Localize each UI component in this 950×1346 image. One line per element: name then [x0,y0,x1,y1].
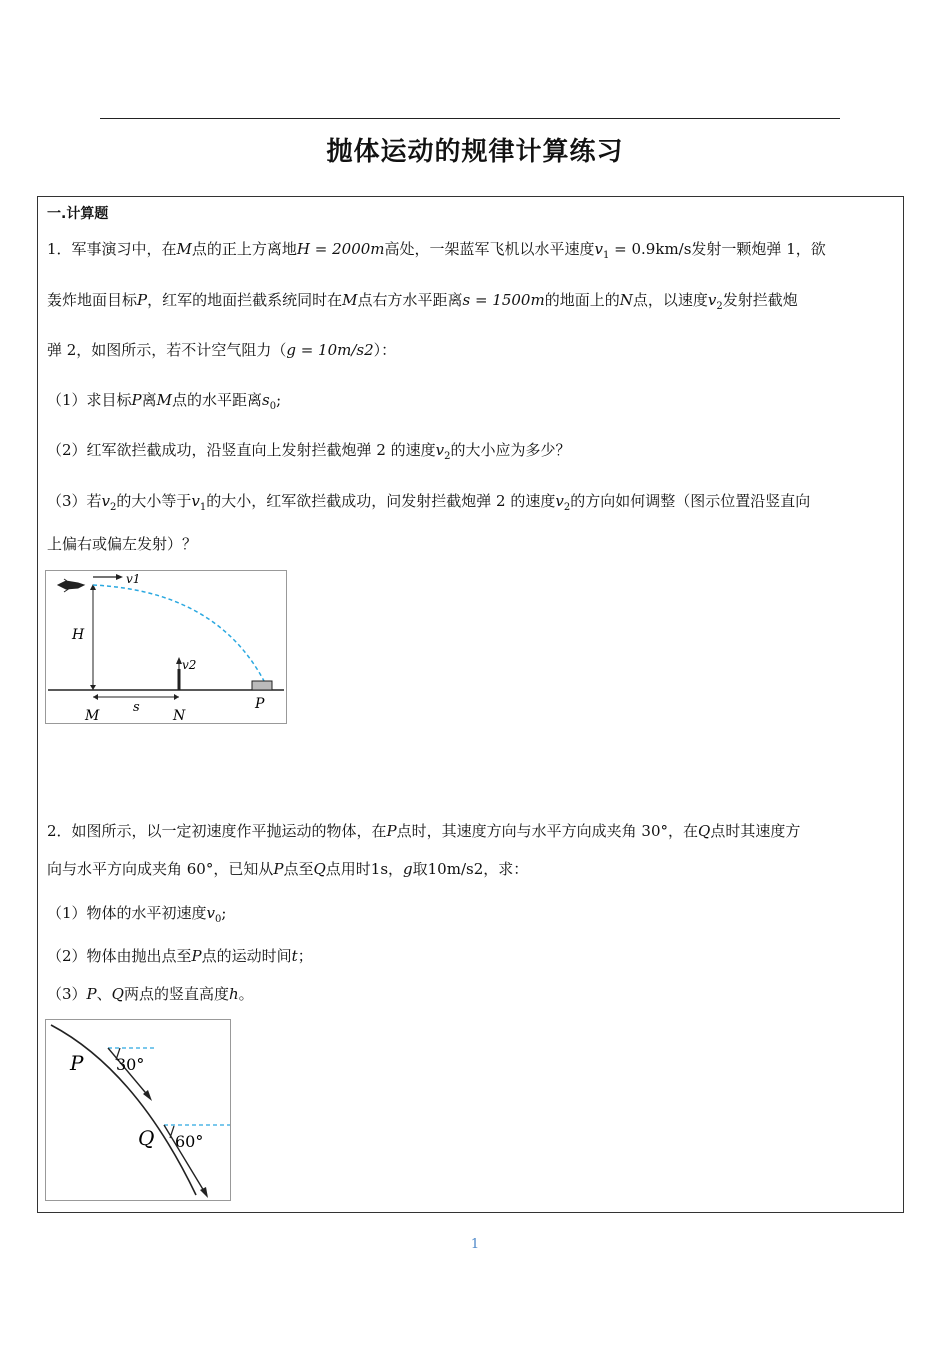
q1-part-3: （3）若$v_2$的大小等于$v_1$的大小，红军欲拦截成功，问发射拦截炮弹 2 的速度$v_2$的方向如何调整（图示位置沿竖直向 [47,492,811,513]
page-title: 抛体运动的规律计算练习 [326,137,624,167]
q1-line-2: 轰炸地面目标P，红军的地面拦截系统同时在M点右方水平距离s = 1500m的地面上的N点，以速度$v_2$发射拦截炮 [47,291,798,312]
fig1-label-M: M [85,708,100,723]
fig1-label-H: H [72,627,85,643]
fig2-label-Q: Q [138,1126,155,1150]
q1-diagram [46,571,286,723]
q1-part-1: （1）求目标P离M点的水平距离$s_0$; [47,391,282,412]
page-number: 1 [470,1237,480,1252]
fig1-label-P: P [255,696,265,712]
q-angle-tick [170,1126,174,1138]
q2-part-3: （3）P、Q两点的竖直高度h。 [47,985,254,1003]
q2-line-2: 向与水平方向成夹角 60°，已知从P点至Q点用时1s，g取10m/s2，求： [47,860,529,878]
q1-line-3: 弹 2，如图所示，若不计空气阻力（g = 10m/s2）： [47,341,397,359]
q1-figure [45,570,287,724]
v1-arrowhead [116,574,123,580]
s-arrow-left [93,694,98,700]
fig1-label-N: N [173,708,186,723]
section-heading: 一.计算题 [47,206,109,222]
q2-part-2: （2）物体由抛出点至P点的运动时间t； [47,947,313,965]
fig1-label-v1: v1 [126,572,141,586]
fig1-label-v2: v2 [182,658,197,672]
q1-part-2: （2）红军欲拦截成功，沿竖直向上发射拦截炮弹 2 的速度$v_2$的大小应为多少？ [47,441,571,462]
airplane-icon [58,579,84,592]
q-velocity-arrowhead [200,1187,208,1198]
fig2-label-30: 30° [116,1055,145,1074]
q1-part-3-cont: 上偏右或偏左发射）？ [47,535,198,553]
q2-figure [45,1019,231,1201]
fig2-label-P: P [70,1051,84,1075]
q2-part-1: （1）物体的水平初速度$v_0$; [47,904,227,925]
s-arrow-right [174,694,179,700]
q2-line-1: 2．如图所示，以一定初速度作平抛运动的物体，在P点时，其速度方向与水平方向成夹角 30°，在Q点时其速度方 [47,822,801,840]
q2-diagram [46,1020,230,1200]
target-box [252,681,272,690]
fig2-label-60: 60° [175,1132,204,1151]
header-rule [100,118,840,119]
q1-line-1: 1．军事演习中，在M点的正上方离地H = 2000m高处，一架蓝军飞机以水平速度$v_1 = 0.9km/s$发射一颗炮弹 1，欲 [47,240,826,261]
fig1-label-s: s [133,700,140,715]
